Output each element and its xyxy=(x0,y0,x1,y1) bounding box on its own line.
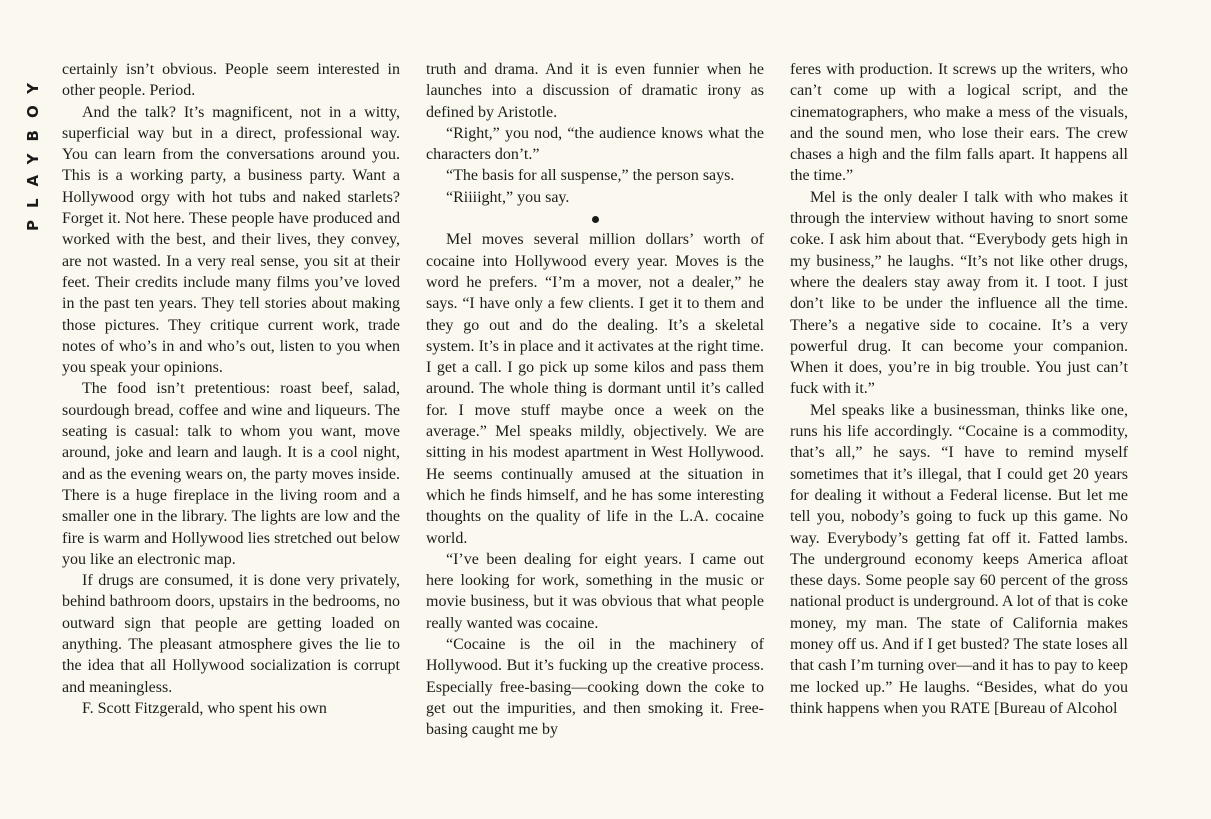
bullet-icon xyxy=(592,216,599,223)
magazine-name: PLAYBOY xyxy=(24,70,43,232)
article-paragraph: “Riiiight,” you say. xyxy=(446,188,570,206)
article-paragraph: Mel moves several million dollars’ worth of cocaine into Hollywood every year. Moves is the word he prefers. “I’m a mover, not a dealer,” he says. “I have only a few clients. I get it to them and they go out and do the dealing. It’s a skeletal system. It’s in place and it activates at the right time. I get a call. I go pick up some kilos and pass them around. The whole thing is dormant until it’s called for. I move stuff maybe once a week on the average.” Mel speaks mildly, objectively. We are sitting in his modest apartment in West Hollywood. He seems continually amused at the situation in which he finds himself, and he has some interesting thoughts on the quality of life in the L.A. cocaine world. xyxy=(426,231,764,547)
article-paragraph: F. Scott Fitzgerald, who spent his own xyxy=(82,699,327,717)
text-column-1 xyxy=(62,59,400,819)
article-paragraph: “Cocaine is the oil in the machinery of Hollywood. But it’s fucking up the creative process. Especially free-basing—cooking down the coke to get out the impurities, and then smoking it. Free-basing caught me by xyxy=(426,636,764,739)
article-paragraph: “The basis for all suspense,” the person says. xyxy=(446,167,735,185)
article-paragraph: If drugs are consumed, it is done very privately, behind bathroom doors, upstairs in the bedrooms, no outward sign that people are getting loaded on anything. The pleasant atmosphere gives the lie to the idea that all Hollywood socialization is corrupt and meaningless. xyxy=(62,572,400,696)
article-paragraph: Mel speaks like a businessman, thinks like one, runs his life accordingly. “Cocaine is a commodity, that’s all,” he says. “I have to remind myself sometimes that it’s illegal, that I could get 20 years for dealing it without a Federal license. But let me tell you, nobody’s going to fuck up this game. No way. Everybody’s getting fat off it. Fatted lambs. The underground economy keeps America afloat these days. Some people say 60 percent of the gross national product is underground. A lot of that is coke money, my man. The state of California makes money off us. And if I get busted? The state loses all that cash I’m turning over—and it has to pay to keep me locked up.” He laughs. “Besides, what do you think happens when you RATE [Bureau of Alcohol xyxy=(790,401,1128,717)
article-paragraph: certainly isn’t obvious. People seem interested in other people. Period. xyxy=(62,61,400,100)
article-paragraph: “Right,” you nod, “the audience knows what the characters don’t.” xyxy=(426,124,764,164)
article-paragraph: And the talk? It’s magnificent, not in a witty, superficial way but in a direct, professional way. You can learn from the conversations around you. This is a working party, a business party. Want a Hollywood orgy with hot tubs and naked starlets? Forget it. Not here. These people have produced and worked with the best, and their lives, they convey, are not wasted. In a very real sense, you sit at their feet. Their credits include many films you’ve loved in the past ten years. They tell stories about making those pictures. They critique current work, trade notes of who’s in and who’s out, listen to you when you speak your opinions. xyxy=(62,103,400,377)
article-paragraph: The food isn’t pretentious: roast beef, salad, sourdough bread, coffee and wine and liqueurs. The seating is casual: talk to whom you want, move around, joke and learn and laugh. It is a cool night, and as the evening wears on, the party moves inside. There is a huge fireplace in the living room and a smaller one in the library. The lights are low and the fire is warm and Hollywood lies stretched out below you like an electronic map. xyxy=(62,380,400,568)
article-paragraph: truth and drama. And it is even funnier when he launches into a discussion of dramatic irony as defined by Aristotle. xyxy=(426,61,764,121)
article-paragraph: Mel is the only dealer I talk with who makes it through the interview without having to snort some coke. I ask him about that. “Everybody gets high in my business,” he laughs. “It’s not like other drugs, where the dealers stay away from it. I toot. I just don’t like to be under the influence all the time. There’s a negative side to cocaine. It’s a very powerful drug. It can become your companion. When it does, you’re in big trouble. You just can’t fuck with it.” xyxy=(790,188,1128,398)
text-column-2 xyxy=(426,59,764,819)
article-paragraph: feres with production. It screws up the writers, who can’t come up with a logical script, and the cinematographers, who make a mess of the visuals, and the sound men, who lose their ears. The crew chases a high and the film falls apart. It happens all the time.” xyxy=(790,61,1128,185)
article-paragraph: “I’ve been dealing for eight years. I came out here looking for work, something in the music or movie business, but it was obvious that what people really wanted was cocaine. xyxy=(426,550,764,632)
magazine-side-label xyxy=(22,56,44,246)
text-column-3 xyxy=(790,59,1128,819)
section-separator xyxy=(426,208,764,229)
